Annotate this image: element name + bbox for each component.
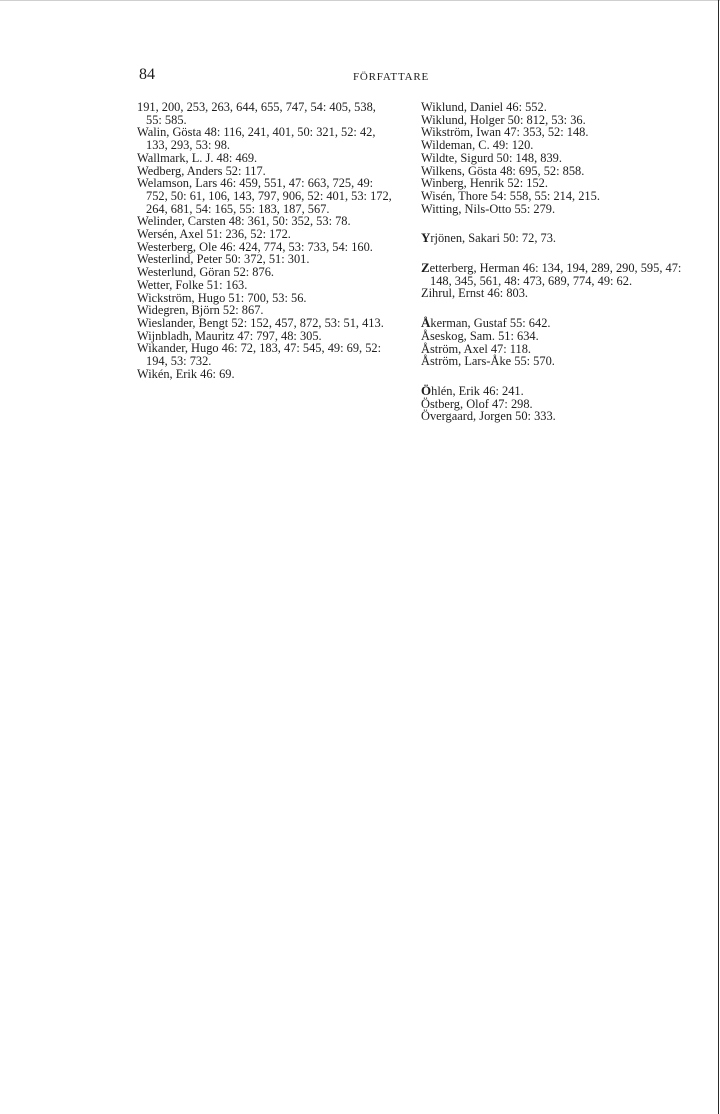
index-entry [421,262,683,287]
index-entry: Wickström, Hugo 51: 700, 53: 56. [137,290,307,305]
index-entry-text: hlén, Erik 46: 241. [431,383,524,398]
page-number: 84 [139,66,155,83]
index-column-right [421,101,683,423]
index-entry-text: Wikström, Iwan 47: 353, 52: 148. [421,125,589,140]
index-entry: Welamson, Lars 46: 459, 551, 47: 663, 725, 49: 752, 50: 61, 106, 143, 797, 906, 52: 401, 53: 172, 264, 681, 54: 165, 55: 183, 187, 567. [137,176,392,216]
section-initial-letter: Å [421,315,431,331]
index-entry [421,287,683,300]
running-head: FÖRFATTARE [353,71,429,83]
index-entry-text: Östberg, Olof 47: 298. [421,396,533,411]
index-entry: Wieslander, Bengt 52: 152, 457, 872, 53: 51, 413. [137,315,384,330]
index-entry [421,203,683,216]
letter-group [421,262,683,300]
index-entry: Wallmark, L. J. 48: 469. [137,150,258,165]
index-entry-text: kerman, Gustaf 55: 642. [430,316,551,331]
index-entry: Wetter, Folke 51: 163. [137,277,248,292]
letter-group [421,382,683,424]
index-entry: Wersén, Axel 51: 236, 52: 172. [137,227,291,242]
index-entry: Westerberg, Ole 46: 424, 774, 53: 733, 54: 160. [137,239,373,254]
index-entry-text: Witting, Nils-Otto 55: 279. [421,201,556,216]
letter-group [421,101,683,215]
letter-group [421,317,683,368]
page-top-edge [0,0,720,1]
index-entry-text: Wisén, Thore 54: 558, 55: 214, 215. [421,188,600,203]
index-entry-text: Wildeman, C. 49: 120. [421,138,534,153]
index-entry: Wedberg, Anders 52: 117. [137,163,266,178]
letter-group [421,232,683,245]
index-entry: Welinder, Carsten 48: 361, 50: 352, 53: 78. [137,214,351,229]
index-entry-text: Wiklund, Holger 50: 812, 53: 36. [421,112,586,127]
index-column-left [137,101,394,380]
index-entry: 191, 200, 253, 263, 644, 655, 747, 54: 405, 538, 55: 585. [137,100,376,127]
index-entry: Wikander, Hugo 46: 72, 183, 47: 545, 49: 69, 52: 194, 53: 732. [137,341,382,369]
index-entry-text: Wilkens, Gösta 48: 695, 52: 858. [421,163,585,178]
index-entry-text: Zihrul, Ernst 46: 803. [421,286,529,301]
index-entry-text: Wiklund, Daniel 46: 552. [421,100,547,114]
index-entry: Westerlund, Göran 52: 876. [137,265,274,280]
section-initial-letter: Ö [421,382,432,398]
index-entry-text: Åström, Axel 47: 118. [421,341,532,356]
index-entry-text: Wildte, Sigurd 50: 148, 839. [421,150,562,165]
index-entry-text: etterberg, Herman 46: 134, 194, 289, 290, 595, 47: 148, 345, 561, 48: 473, 689, 774, 49: 62. [429,261,682,288]
section-initial-letter: Z [421,260,430,276]
index-entry: Walin, Gösta 48: 116, 241, 401, 50: 321, 52: 42, 133, 293, 53: 98. [137,125,376,153]
index-entry: Wijnbladh, Mauritz 47: 797, 48: 305. [137,328,322,343]
index-entry [421,355,683,368]
index-entry: Wikén, Erik 46: 69. [137,366,235,381]
index-entry [421,410,683,423]
page-right-edge [718,0,719,1114]
index-entry: Westerlind, Peter 50: 372, 51: 301. [137,252,310,267]
index-entry-text: Åström, Lars-Åke 55: 570. [421,354,555,369]
index-entry-text: Övergaard, Jorgen 50: 333. [421,409,556,424]
index-entry: Widegren, Björn 52: 867. [137,303,264,318]
index-entry-text: rjönen, Sakari 50: 72, 73. [430,231,556,246]
index-entry-text: Åseskog, Sam. 51: 634. [421,328,539,343]
index-entry-text: Winberg, Henrik 52: 152. [421,176,548,191]
section-initial-letter: Y [421,230,431,246]
index-entry [421,232,683,245]
